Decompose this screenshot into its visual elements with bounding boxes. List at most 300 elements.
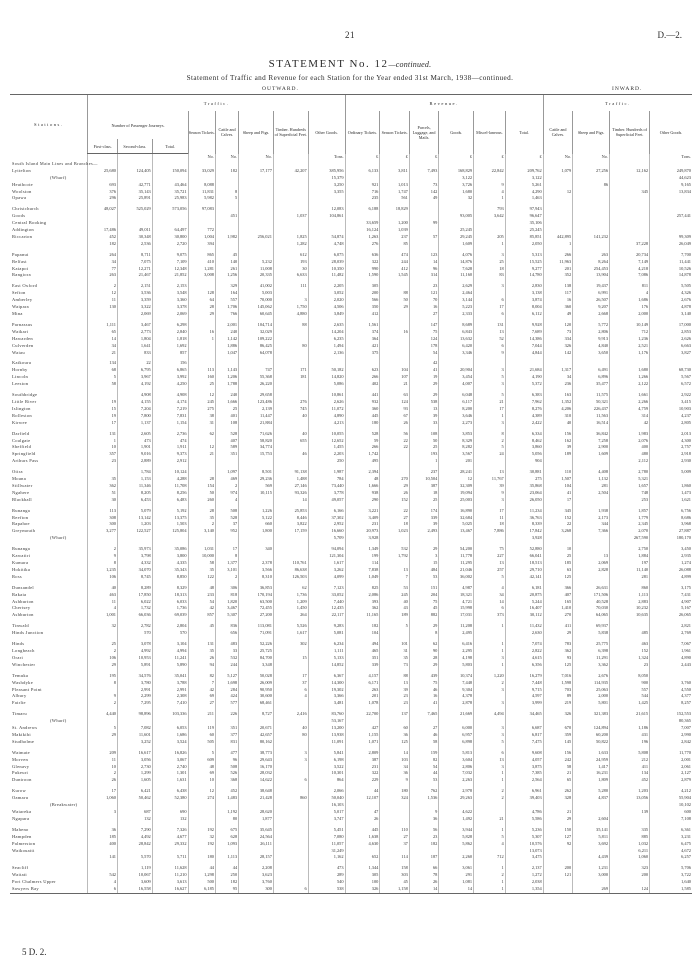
table-row (10, 392, 692, 399)
value-cell: 783 (543, 641, 573, 648)
value-cell: 28 (188, 508, 215, 515)
value-cell: 40,528 (573, 599, 610, 606)
station-name: Kaikoura (12, 360, 32, 366)
value-cell: 703 (543, 687, 573, 694)
station-name: Orari (12, 654, 23, 660)
value-cell: 40 (543, 420, 573, 427)
value-cell: 10,102 (650, 802, 692, 809)
value-cell: 1,706 (215, 304, 238, 311)
value-cell: 1 (474, 770, 506, 777)
value-cell: 4,250 (152, 381, 188, 388)
value-cell: 113 (88, 508, 118, 515)
value-cell: 452 (88, 234, 118, 241)
value-cell: 4,630 (345, 841, 380, 848)
statement-continued: —continued. (388, 60, 432, 69)
value-cell: 16,124 (345, 227, 380, 234)
value-cell: 199 (345, 553, 380, 560)
value-cell: 180 (380, 788, 410, 795)
total-passengers-header: Total. (152, 139, 188, 154)
value-cell: 532 (380, 546, 410, 553)
value-cell: 10 (543, 546, 573, 553)
value-cell: 340 (239, 546, 274, 553)
value-cell: 11 (88, 599, 118, 606)
value-cell (273, 290, 308, 297)
value-cell: 71,091 (239, 630, 274, 637)
value-cell: 12 (543, 189, 573, 196)
station-name: Heathcote (12, 181, 33, 187)
value-cell: 387 (345, 757, 380, 764)
value-cell: 14 (273, 497, 308, 504)
value-cell: 7,838 (345, 567, 380, 574)
table-row (10, 648, 692, 655)
value-cell: 6,475 (650, 841, 692, 848)
value-cell: 2,001 (215, 322, 238, 329)
value-cell: 35,143 (117, 189, 152, 196)
value-cell: 16 (380, 329, 410, 336)
table-row (10, 528, 692, 535)
value-cell: 99 (409, 220, 439, 227)
value-cell: 344 (573, 521, 610, 528)
station-name: Kaiapoi (12, 265, 29, 271)
value-cell: 1,266 (610, 374, 650, 381)
value-cell: 484 (409, 567, 439, 574)
value-cell: 62 (273, 585, 308, 592)
value-cell (273, 444, 308, 451)
value-cell: 1,901 (117, 444, 152, 451)
value-cell: 1,071 (345, 739, 380, 746)
value-cell: 14 (88, 336, 118, 343)
value-cell: 291 (439, 872, 474, 879)
table-row (10, 311, 692, 318)
value-cell: 6,361 (650, 827, 692, 834)
value-cell: 1,784 (117, 469, 152, 476)
value-cell (505, 718, 543, 725)
station-name: Culverden (12, 342, 34, 348)
value-cell: 53 (380, 585, 410, 592)
value-cell: 25,245 (439, 227, 474, 234)
value-cell: 3,811 (380, 168, 410, 175)
value-cell (610, 220, 650, 227)
value-cell: 27 (380, 834, 410, 841)
table-row (10, 259, 692, 266)
value-cell: 302 (273, 641, 308, 648)
value-cell: 2,273 (439, 420, 474, 427)
table-row (10, 630, 692, 637)
value-cell: 8,745 (117, 574, 152, 581)
value-cell: 314 (610, 413, 650, 420)
value-cell: 10,903 (650, 406, 692, 413)
table-row (10, 322, 692, 329)
value-cell: 3,860 (505, 444, 543, 451)
statement-title (0, 58, 700, 70)
value-cell: 652 (345, 854, 380, 861)
value-cell: 9 (88, 693, 118, 700)
value-cell: 23 (380, 700, 410, 707)
value-cell (573, 879, 610, 886)
value-cell (610, 175, 650, 182)
value-cell: 187 (409, 854, 439, 861)
value-cell: 2 (215, 483, 238, 490)
value-cell: 249,870 (650, 168, 692, 175)
value-cell: 3,650 (573, 350, 610, 357)
value-cell: 45 (380, 879, 410, 886)
value-cell: 8,200 (439, 406, 474, 413)
value-cell: 5,803 (439, 662, 474, 669)
value-cell: 196 (610, 739, 650, 746)
value-cell: 14 (409, 886, 439, 893)
value-cell: 49,011 (117, 227, 152, 234)
value-cell: 104 (380, 367, 410, 374)
value-cell: 29 (409, 662, 439, 669)
value-cell: 5,313 (505, 252, 543, 259)
value-cell: 3 (88, 809, 118, 816)
value-cell: 6,048 (439, 392, 474, 399)
value-cell: 3,061 (439, 865, 474, 872)
value-cell: 17,850 (117, 592, 152, 599)
value-cell (188, 816, 215, 823)
value-cell: 30,348 (117, 234, 152, 241)
value-cell: 6,421 (117, 788, 152, 795)
value-cell: 4,992 (117, 648, 152, 655)
table-row (10, 521, 692, 528)
value-cell: 3,450 (650, 546, 692, 553)
value-cell: 34 (380, 764, 410, 771)
value-cell: 16,170 (239, 764, 274, 771)
value-cell (88, 175, 118, 182)
value-cell: 6,633 (273, 272, 308, 279)
other-goods-header: Other Goods. (308, 111, 345, 154)
value-cell: 11,963 (543, 259, 573, 266)
value-cell (345, 213, 380, 220)
value-cell: 4 (474, 841, 506, 848)
station-name: Makikihi (12, 731, 31, 737)
value-cell: 275 (188, 406, 215, 413)
value-cell (439, 161, 474, 168)
value-cell: 106 (88, 574, 118, 581)
value-cell: 1,132 (573, 476, 610, 483)
value-cell: 1,153 (117, 476, 152, 483)
table-row (10, 680, 692, 687)
value-cell: 10,067 (117, 872, 152, 879)
value-cell: 14,878 (650, 272, 692, 279)
value-cell (152, 535, 188, 542)
value-cell (273, 458, 308, 465)
value-cell: 114 (380, 854, 410, 861)
value-cell: 86,425 (239, 343, 274, 350)
value-cell: 170,194 (239, 592, 274, 599)
value-cell: 17 (474, 304, 506, 311)
value-cell: 131 (188, 641, 215, 648)
value-cell: 1,809 (573, 777, 610, 784)
value-cell: 3,268 (543, 528, 573, 535)
value-cell: 72,455 (239, 605, 274, 612)
value-cell: 99,309 (650, 234, 692, 241)
station-name: Waitati (12, 872, 27, 878)
value-cell: 14,204 (308, 329, 345, 336)
value-cell: 10 (88, 764, 118, 771)
value-cell: 410 (188, 259, 215, 266)
value-cell (573, 497, 610, 504)
value-cell: 7,700 (650, 252, 692, 259)
value-cell: 65 (88, 329, 118, 336)
value-cell: 91,138 (273, 469, 308, 476)
value-cell: 1,155 (345, 732, 380, 739)
value-cell: 1,886 (215, 343, 238, 350)
value-cell: 1,324 (610, 655, 650, 662)
unit-cell: £ (505, 154, 543, 161)
value-cell: 67 (380, 413, 410, 420)
value-cell: 35,086 (152, 546, 188, 553)
value-cell: 158 (380, 865, 410, 872)
value-cell (573, 802, 610, 809)
value-cell: 7,410 (152, 700, 188, 707)
value-cell: 93,326 (273, 490, 308, 497)
value-cell: 12 (188, 392, 215, 399)
value-cell: 345 (543, 508, 573, 515)
value-cell: 473 (117, 438, 152, 445)
value-cell (239, 227, 274, 234)
value-cell: 5,505 (650, 283, 692, 290)
value-cell: 351 (215, 725, 238, 732)
value-cell: 1,272 (505, 872, 543, 879)
value-cell: 104,861 (308, 213, 345, 220)
value-cell (474, 848, 506, 855)
value-cell: 8 (88, 560, 118, 567)
value-cell: 85,851 (505, 234, 543, 241)
value-cell: 6,367 (308, 673, 345, 680)
value-cell: 44,623 (650, 175, 692, 182)
value-cell: 368 (215, 777, 238, 784)
value-cell: 1,142 (215, 336, 238, 343)
value-cell: 8,289 (117, 585, 152, 592)
value-cell: 235 (345, 195, 380, 202)
value-cell: 4,377 (650, 693, 692, 700)
value-cell: 32,684 (439, 515, 474, 522)
value-cell: 26,631 (573, 585, 610, 592)
value-cell (610, 360, 650, 367)
value-cell: 6,961 (505, 788, 543, 795)
value-cell: 267,590 (610, 535, 650, 542)
value-cell: 75 (409, 680, 439, 687)
value-cell: 73,440 (308, 483, 345, 490)
value-cell: 60,645 (239, 311, 274, 318)
value-cell: 23 (610, 662, 650, 669)
value-cell: 15,753 (239, 451, 274, 458)
value-cell: 3,928 (345, 535, 380, 542)
value-cell: 6,865 (152, 367, 188, 374)
unit-cell: No. (573, 154, 610, 161)
value-cell: 29,245 (439, 234, 474, 241)
value-cell: 2,295 (439, 648, 474, 655)
value-cell: 352 (543, 272, 573, 279)
value-cell: 407 (543, 592, 573, 599)
value-cell: 15,998 (439, 605, 474, 612)
value-cell (117, 848, 152, 855)
value-cell: 86,638 (273, 567, 308, 574)
value-cell: 5,127 (215, 673, 238, 680)
value-cell: 2,805 (650, 420, 692, 427)
value-cell: 3,566 (239, 567, 274, 574)
value-cell: 10,350 (308, 266, 345, 273)
value-cell: 4,837 (573, 795, 610, 802)
station-name: Hokitika (12, 566, 31, 572)
unit-cell: £ (474, 154, 506, 161)
value-cell: 387 (409, 483, 439, 490)
value-cell: 58 (188, 560, 215, 567)
value-cell: 6,298 (152, 322, 188, 329)
value-cell: 11,008 (239, 266, 274, 273)
value-cell: 1,747 (380, 189, 410, 196)
value-cell: 50 (409, 438, 439, 445)
value-cell: 465 (345, 648, 380, 655)
value-cell: 1,417 (573, 764, 610, 771)
value-cell: 566 (345, 297, 380, 304)
value-cell: 4,506 (308, 304, 345, 311)
value-cell: 17 (88, 420, 118, 427)
value-cell: 8,711 (117, 252, 152, 259)
station-name: Addington (12, 227, 34, 233)
value-cell: 818 (215, 592, 238, 599)
value-cell (188, 322, 215, 329)
station-name: (Wharf) (50, 535, 67, 541)
value-cell: 1,820 (215, 599, 238, 606)
value-cell: 1,143 (215, 367, 238, 374)
value-cell: 29,236 (239, 476, 274, 483)
value-cell: 2,991 (152, 687, 188, 694)
value-cell: 26,050 (505, 497, 543, 504)
table-row (10, 739, 692, 746)
value-cell: 88 (380, 673, 410, 680)
goods-header: Goods. (439, 111, 474, 154)
station-name: Mina (12, 311, 23, 317)
value-cell: 4,335 (152, 560, 188, 567)
value-cell: 2,830 (505, 283, 543, 290)
value-cell: 1,256 (215, 272, 238, 279)
value-cell: 4,890 (308, 413, 345, 420)
value-cell: 19 (88, 413, 118, 420)
value-cell (239, 802, 274, 809)
value-cell: 860 (610, 585, 650, 592)
value-cell: 44 (409, 770, 439, 777)
value-cell: 3,604 (439, 757, 474, 764)
value-cell: 4,899 (650, 574, 692, 581)
value-cell: 4 (273, 693, 308, 700)
value-cell: 2,842 (650, 739, 692, 746)
value-cell: 2,038 (505, 879, 543, 886)
value-cell: 5,079 (117, 508, 152, 515)
value-cell: 35,141 (573, 827, 610, 834)
value-cell: 1,698 (215, 680, 238, 687)
value-cell: 30 (273, 266, 308, 273)
value-cell (273, 553, 308, 560)
value-cell: 38 (188, 413, 215, 420)
value-cell: 1,013 (380, 182, 410, 189)
value-cell: 7,074 (505, 641, 543, 648)
station-name: Blackball (12, 496, 32, 502)
value-cell: 10,526 (650, 266, 692, 273)
value-cell: 1,209 (273, 599, 308, 606)
value-cell: 39 (380, 687, 410, 694)
value-cell: 13 (409, 406, 439, 413)
value-cell: 9,283 (308, 623, 345, 630)
station-name: Dunsandel (12, 584, 34, 590)
value-cell: 2,676 (650, 297, 692, 304)
value-cell: 1,609 (573, 451, 610, 458)
value-cell (239, 458, 274, 465)
value-cell: 19,437 (573, 283, 610, 290)
value-cell: 34 (88, 259, 118, 266)
value-cell (117, 175, 152, 182)
value-cell: 132 (152, 816, 188, 823)
value-cell: 27,887 (650, 528, 692, 535)
value-cell: 2,001 (650, 757, 692, 764)
value-cell: 2,137 (505, 865, 543, 872)
value-cell (474, 809, 506, 816)
value-cell: 46 (409, 732, 439, 739)
value-cell (380, 283, 410, 290)
value-cell: 402 (345, 381, 380, 388)
value-cell: 3,999 (505, 700, 543, 707)
value-cell: 1,732 (117, 605, 152, 612)
value-cell (610, 227, 650, 234)
value-cell: 360 (543, 304, 573, 311)
value-cell: 110,761 (273, 560, 308, 567)
value-cell (543, 535, 573, 542)
value-cell: 5,706 (650, 865, 692, 872)
value-cell (409, 535, 439, 542)
station-name: (Wharf) (50, 174, 67, 180)
station-name: South Island Main Lines and Branches— (12, 160, 98, 166)
value-cell (273, 336, 308, 343)
value-cell (273, 329, 308, 336)
table-row (10, 413, 692, 420)
value-cell: 54,200 (439, 546, 474, 553)
value-cell: 3,692 (573, 841, 610, 848)
value-cell: 8,257 (650, 700, 692, 707)
value-cell: 4,076 (439, 252, 474, 259)
value-cell: 34,774 (239, 444, 274, 451)
station-name: Ngapara (12, 815, 30, 821)
value-cell: 185 (88, 834, 118, 841)
value-cell: 36 (380, 732, 410, 739)
value-cell: 39 (474, 483, 506, 490)
value-cell: 2,061 (650, 764, 692, 771)
value-cell: 36,763 (505, 515, 543, 522)
table-row (10, 515, 692, 522)
value-cell: 124 (610, 886, 650, 893)
value-cell: 35 (188, 648, 215, 655)
value-cell: 3,780 (117, 680, 152, 687)
value-cell: 16,890 (439, 508, 474, 515)
value-cell: 570 (152, 630, 188, 637)
value-cell: 6 (474, 343, 506, 350)
value-cell: 6,383 (505, 392, 543, 399)
value-cell: 6,211 (610, 848, 650, 855)
value-cell: 2 (88, 648, 118, 655)
value-cell: 1,503 (152, 521, 188, 528)
station-name: Southbridge (12, 392, 38, 398)
value-cell: 16,231 (573, 770, 610, 777)
value-cell: 43,464 (152, 182, 188, 189)
value-cell: 11,165 (345, 612, 380, 619)
value-cell: 69 (188, 693, 215, 700)
value-cell: 3,122 (505, 175, 543, 182)
table-row (10, 757, 692, 764)
value-cell: 195 (88, 673, 118, 680)
value-cell: 63,500 (239, 599, 274, 606)
station-name: Woolston (12, 188, 32, 194)
value-cell: 7,109 (152, 259, 188, 266)
